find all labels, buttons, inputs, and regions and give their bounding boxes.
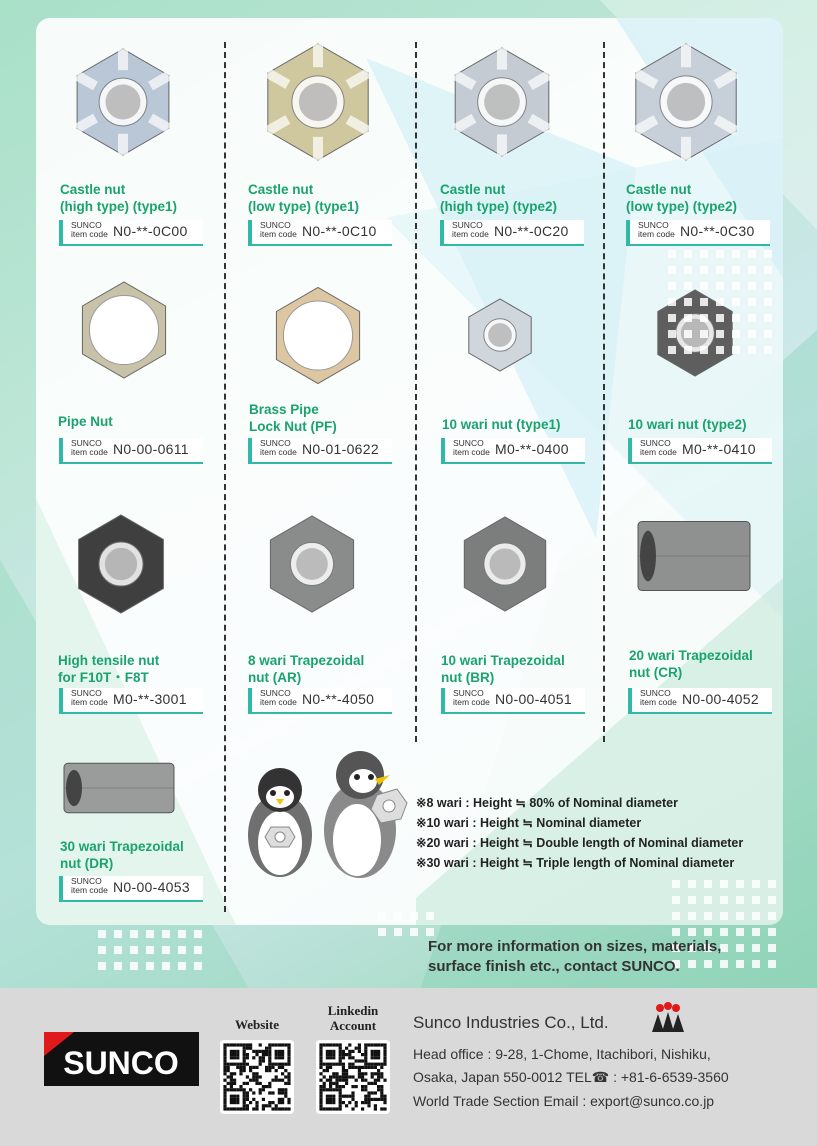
hex-nut-photo bbox=[462, 280, 538, 390]
product-name bbox=[248, 181, 359, 215]
item-code-label: SUNCO item code bbox=[453, 688, 490, 707]
item-code-value[interactable]: N0-00-0611 bbox=[113, 441, 189, 457]
dot-pattern-left bbox=[98, 930, 208, 980]
product-name bbox=[629, 647, 753, 681]
product-name-line: 20 wari Trapezoidal bbox=[629, 648, 753, 663]
sunco-logo bbox=[44, 1032, 199, 1086]
svg-text:SUNCO: SUNCO bbox=[63, 1045, 179, 1081]
separator-2 bbox=[415, 42, 417, 742]
product-name-line: 10 wari Trapezoidal bbox=[441, 653, 565, 668]
website-qr-code[interactable] bbox=[220, 1040, 294, 1114]
pipe-nut-photo bbox=[74, 280, 174, 380]
product-name-line: 10 wari nut (type2) bbox=[628, 417, 747, 432]
product-name-line: Pipe Nut bbox=[58, 414, 113, 429]
linkedin-qr-code[interactable] bbox=[316, 1040, 390, 1114]
item-code-label: SUNCO item code bbox=[71, 876, 108, 895]
item-code-label: SUNCO item code bbox=[453, 438, 490, 457]
item-code-value[interactable]: N0-00-4051 bbox=[495, 691, 572, 707]
item-code-label: SUNCO item code bbox=[260, 438, 297, 457]
item-code-value[interactable]: M0-**-0410 bbox=[682, 441, 756, 457]
item-code-value[interactable]: N0-00-4053 bbox=[113, 879, 190, 895]
item-code-box bbox=[59, 438, 203, 464]
item-code-label: SUNCO item code bbox=[71, 438, 108, 457]
product-name-line: Castle nut bbox=[626, 182, 692, 197]
item-code-value[interactable]: M0-**-3001 bbox=[113, 691, 187, 707]
product-name-line: nut (DR) bbox=[60, 856, 114, 871]
item-code-box bbox=[59, 220, 203, 246]
hex-nut-photo bbox=[262, 505, 362, 623]
product-name-line: Castle nut bbox=[248, 182, 314, 197]
product-name-line: Lock Nut (PF) bbox=[249, 419, 337, 434]
castle-nut-photo bbox=[258, 42, 378, 162]
contact-cta bbox=[428, 937, 721, 977]
item-code-box bbox=[248, 688, 392, 714]
product-name bbox=[60, 181, 177, 215]
brass-nut-photo bbox=[268, 283, 368, 388]
product-name-line: (low type) (type2) bbox=[626, 199, 738, 214]
item-code-label: SUNCO item code bbox=[640, 688, 677, 707]
product-name bbox=[626, 181, 737, 215]
item-code-box bbox=[626, 220, 770, 246]
item-code-value[interactable]: M0-**-0400 bbox=[495, 441, 569, 457]
item-code-label: SUNCO item code bbox=[638, 220, 675, 239]
product-name-line: Castle nut bbox=[440, 182, 506, 197]
note-8-wari: ※8 wari : Height ≒ 80% of Nominal diameter bbox=[416, 796, 678, 810]
product-name-line: Castle nut bbox=[60, 182, 126, 197]
castle-nut-photo bbox=[446, 42, 558, 162]
cta-line-2: surface finish etc., contact SUNCO. bbox=[428, 958, 680, 975]
item-code-box bbox=[59, 876, 203, 902]
note-10-wari: ※10 wari : Height ≒ Nominal diameter bbox=[416, 816, 642, 830]
product-name-line: nut (AR) bbox=[248, 670, 302, 685]
product-name bbox=[60, 838, 184, 872]
item-code-value[interactable]: N0-**-0C10 bbox=[302, 223, 377, 239]
product-name-line: 10 wari nut (type1) bbox=[442, 417, 561, 432]
product-name bbox=[58, 652, 159, 686]
cta-line-1: For more information on sizes, materials, bbox=[428, 938, 722, 955]
product-name bbox=[248, 652, 364, 686]
item-code-label: SUNCO item code bbox=[452, 220, 489, 239]
email-line[interactable]: World Trade Section Email : export@sunco.co.jp bbox=[413, 1093, 715, 1109]
item-code-label: SUNCO item code bbox=[71, 688, 108, 707]
product-name-line: nut (CR) bbox=[629, 665, 683, 680]
separator-3 bbox=[603, 42, 605, 742]
item-code-box bbox=[628, 688, 772, 714]
address-line-2: Osaka, Japan 550-0012 TEL☎ : +81-6-6539-3560 bbox=[413, 1069, 729, 1085]
product-name-line: for F10T・F8T bbox=[58, 670, 149, 685]
company-name: Sunco Industries Co., Ltd. bbox=[413, 1013, 609, 1032]
item-code-value[interactable]: N0-01-0622 bbox=[302, 441, 379, 457]
note-20-wari: ※20 wari : Height ≒ Double length of Nominal diameter bbox=[416, 836, 744, 850]
item-code-label: SUNCO item code bbox=[640, 438, 677, 457]
product-name-line: (high type) (type1) bbox=[60, 199, 177, 214]
item-code-value[interactable]: N0-**-4050 bbox=[302, 691, 375, 707]
item-code-box bbox=[440, 220, 584, 246]
hex-nut-photo bbox=[70, 505, 172, 623]
product-name-line: (high type) (type2) bbox=[440, 199, 557, 214]
item-code-box bbox=[441, 438, 585, 464]
item-code-box bbox=[628, 438, 772, 464]
item-code-box bbox=[441, 688, 585, 714]
dot-pattern-top bbox=[668, 250, 783, 360]
address-line-1: Head office : 9-28, 1-Chome, Itachibori, Nishiku, bbox=[413, 1046, 711, 1062]
item-code-label: SUNCO item code bbox=[260, 220, 297, 239]
item-code-value[interactable]: N0-**-0C00 bbox=[113, 223, 188, 239]
product-name-line: High tensile nut bbox=[58, 653, 160, 668]
penguin-family-icon bbox=[648, 1002, 688, 1034]
product-name bbox=[628, 416, 747, 433]
product-name bbox=[442, 416, 561, 433]
item-code-box bbox=[248, 220, 392, 246]
product-name-line: 30 wari Trapezoidal bbox=[60, 839, 184, 854]
product-name-line: nut (BR) bbox=[441, 670, 495, 685]
long-nut-photo bbox=[636, 508, 752, 604]
product-name bbox=[249, 401, 337, 435]
product-name bbox=[440, 181, 557, 215]
item-code-label: SUNCO item code bbox=[260, 688, 297, 707]
linkedin-label-line-2: Account bbox=[329, 1018, 377, 1033]
product-name-line: Brass Pipe bbox=[249, 402, 319, 417]
product-name-line: (low type) (type1) bbox=[248, 199, 360, 214]
website-label: Website bbox=[234, 1017, 280, 1032]
linkedin-label-line-1: Linkedin bbox=[327, 1003, 379, 1018]
long-nut-photo bbox=[62, 753, 176, 823]
item-code-value[interactable]: N0-**-0C30 bbox=[680, 223, 755, 239]
penguin-illustration bbox=[245, 745, 415, 885]
product-name-line: 8 wari Trapezoidal bbox=[248, 653, 365, 668]
hex-nut-photo bbox=[456, 505, 554, 623]
item-code-box bbox=[248, 438, 392, 464]
item-code-value[interactable]: N0-00-4052 bbox=[682, 691, 759, 707]
item-code-label: SUNCO item code bbox=[71, 220, 108, 239]
logo-mark-icon bbox=[44, 1032, 199, 1086]
item-code-value[interactable]: N0-**-0C20 bbox=[494, 223, 569, 239]
separator-1 bbox=[224, 42, 226, 912]
product-name bbox=[441, 652, 565, 686]
linkedin-label bbox=[316, 1003, 390, 1033]
castle-nut-photo bbox=[68, 42, 178, 162]
castle-nut-photo bbox=[626, 42, 746, 162]
note-30-wari: ※30 wari : Height ≒ Triple length of Nominal diameter bbox=[416, 856, 735, 870]
product-name bbox=[58, 413, 113, 430]
item-code-box bbox=[59, 688, 203, 714]
